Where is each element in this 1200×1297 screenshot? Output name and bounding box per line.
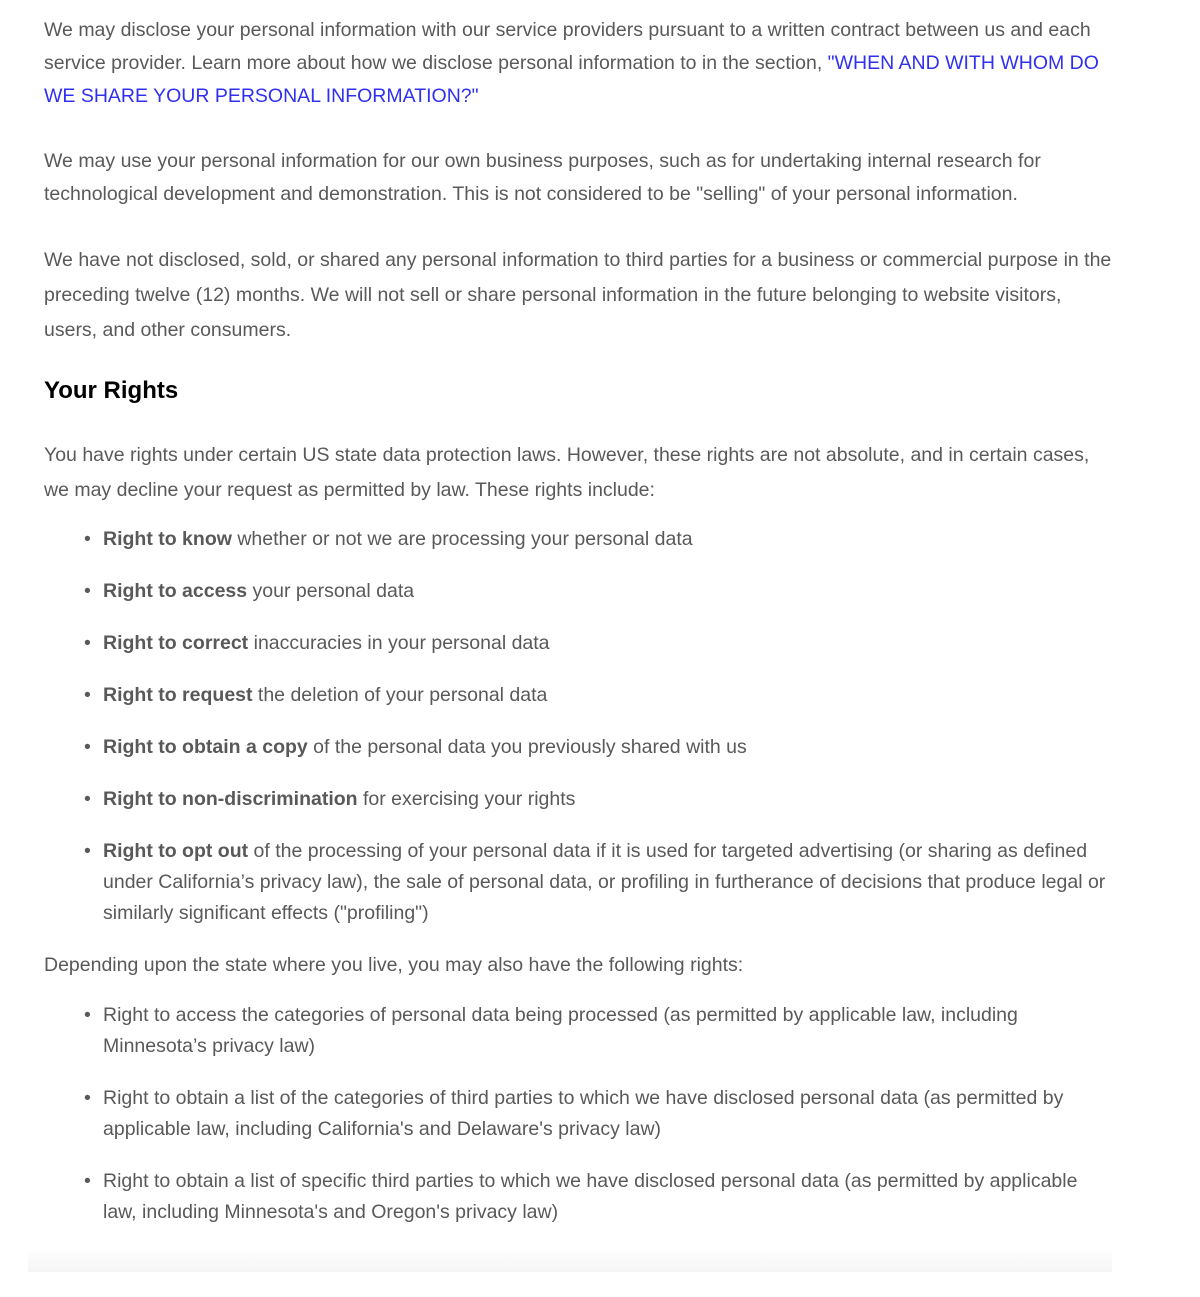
bullet-icon: • [84,528,91,550]
list-item [44,836,1114,929]
right-description: the deletion of your personal data [252,684,548,706]
rights-list [44,524,1114,929]
right-description: of the personal data you previously shared with us [307,736,747,758]
bullet-icon: • [84,1004,91,1026]
state-rights-intro: Depending upon the state where you live, you may also have the following rights: [44,954,744,976]
service-providers-text: We may disclose your personal information with our service providers pursuant to a written contract between us and each service provider. Learn more about how we disclose personal information to in the section, [44,19,1091,74]
bottom-fade-overlay [28,1248,1112,1272]
list-item [44,732,1114,763]
bullet-icon: • [84,840,91,862]
additional-rights-list [44,1000,1114,1228]
bullet-icon: • [84,736,91,758]
list-item [44,628,1114,659]
right-name: Right to know [103,528,232,550]
bullet-icon: • [84,1170,91,1192]
right-name: Right to non-discrimination [103,788,358,810]
rights-intro-paragraph: You have rights under certain US state data protection laws. However, these rights are not absolute, and in certain cases, we may decline your request as permitted by law. These rights include: [44,444,1090,501]
list-item [44,1083,1114,1145]
right-name: Right to correct [103,632,249,654]
share-info-section-link[interactable]: "WHEN AND WITH WHOM DO WE SHARE YOUR PERSONAL INFORMATION?" [44,52,1099,107]
your-rights-heading: Your Rights [44,377,179,404]
right-name: Right to request [103,684,253,706]
bullet-icon: • [84,1087,91,1109]
no-sale-paragraph: We have not disclosed, sold, or shared any personal information to third parties for a business or commercial purpose in the preceding twelve (12) months. We will not sell or share personal information in the future belonging to website visitors, users, and other consumers. [44,249,1112,341]
right-name: Right to opt out [103,840,249,862]
right-description: for exercising your rights [357,788,576,810]
right-name: Right to obtain a copy [103,736,308,758]
list-item [44,576,1114,607]
list-item [44,1000,1114,1062]
list-item [44,680,1114,711]
additional-right-text: Right to obtain a list of the categories of third parties to which we have disclosed personal data (as permitted by applicable law, including California's and Delaware's privacy law) [103,1087,1064,1140]
right-description: your personal data [247,580,415,602]
bullet-icon: • [84,632,91,654]
list-item [44,524,1114,555]
bullet-icon: • [84,580,91,602]
list-item [44,784,1114,815]
bullet-icon: • [84,788,91,810]
right-description: whether or not we are processing your personal data [231,528,693,550]
right-description: inaccuracies in your personal data [248,632,550,654]
additional-right-text: Right to access the categories of personal data being processed (as permitted by applicable law, including Minnesota’s privacy law) [103,1004,1018,1057]
additional-right-text: Right to obtain a list of specific third parties to which we have disclosed personal data (as permitted by applicable law, including Minnesota's and Oregon's privacy law) [103,1170,1078,1223]
service-providers-paragraph [44,14,1114,113]
bullet-icon: • [84,684,91,706]
right-description: of the processing of your personal data if it is used for targeted advertising (or sharing as defined under California’s privacy law), the sale of personal data, or profiling in furtherance of decisions that produce legal or similarly significant effects ("profiling") [103,840,1106,924]
business-purposes-paragraph: We may use your personal information for our own business purposes, such as for undertaking internal research for technological development and demonstration. This is not considered to be "selling" of your personal information. [44,150,1041,205]
right-name: Right to access [103,580,248,602]
policy-content [44,14,1114,1249]
list-item [44,1166,1114,1228]
